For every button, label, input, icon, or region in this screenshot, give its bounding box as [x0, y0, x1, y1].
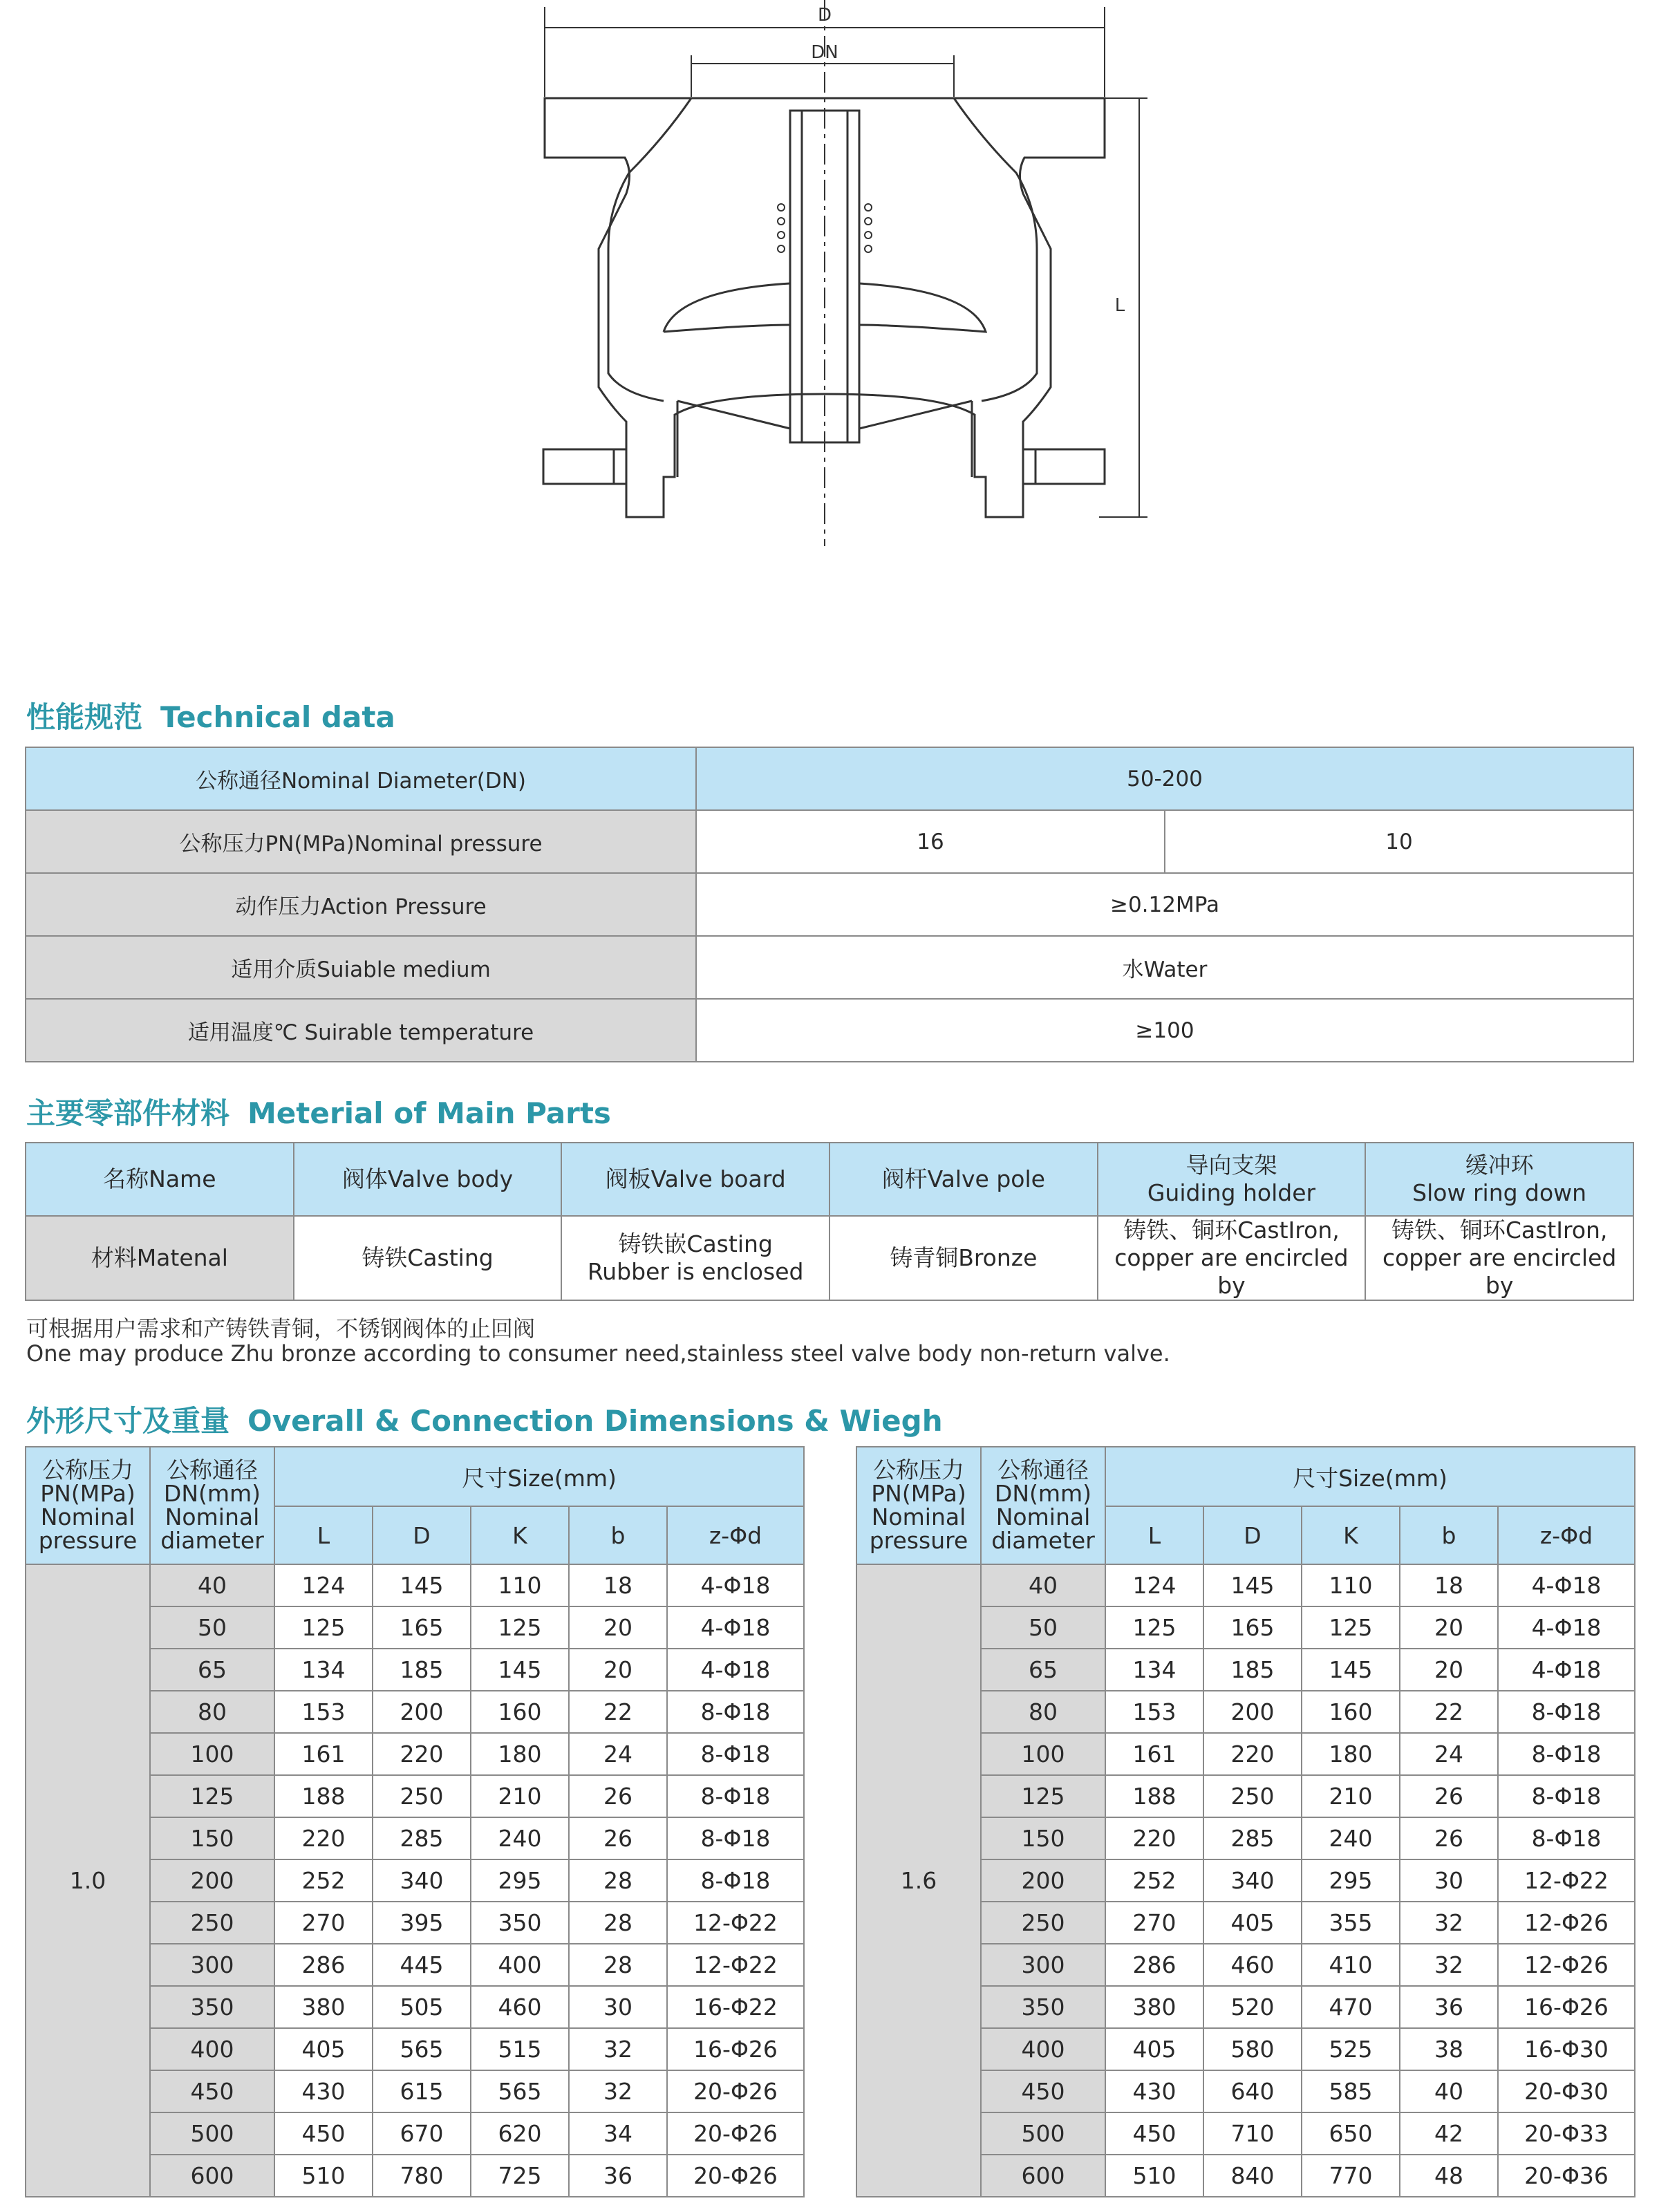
size-cell: 270 [1105, 1902, 1203, 1944]
pn-cell: 1.6 [856, 1564, 981, 2197]
size-cell: 160 [471, 1691, 569, 1733]
size-cell: 240 [1302, 1817, 1400, 1859]
size-cell: 145 [471, 1649, 569, 1691]
tech-value: ≥100 [696, 999, 1633, 1062]
parts-header: 名称Name [26, 1143, 294, 1216]
size-cell: 134 [1105, 1649, 1203, 1691]
size-cell: 285 [373, 1817, 471, 1859]
size-cell: 32 [569, 2028, 667, 2070]
column-header: b [569, 1506, 667, 1564]
parts-header: 导向支架 Guiding holder [1098, 1143, 1366, 1216]
size-cell: 405 [274, 2028, 373, 2070]
tech-label: 适用介质Suiable medium [26, 936, 696, 999]
size-cell: 20-Φ30 [1498, 2070, 1635, 2112]
size-cell: 510 [1105, 2155, 1203, 2197]
parts-cell: 铸铁Casting [294, 1216, 562, 1300]
size-cell: 20 [1400, 1649, 1498, 1691]
size-cell: 210 [471, 1775, 569, 1817]
size-cell: 32 [1400, 1902, 1498, 1944]
size-cell: 8-Φ18 [667, 1859, 804, 1902]
technical-title-en: Technical data [160, 700, 395, 734]
size-cell: 18 [569, 1564, 667, 1606]
size-cell: 4-Φ18 [667, 1564, 804, 1606]
dn-cell: 80 [150, 1691, 274, 1733]
size-cell: 8-Φ18 [667, 1775, 804, 1817]
size-cell: 20-Φ26 [667, 2070, 804, 2112]
table-row [26, 810, 1633, 873]
size-cell: 134 [274, 1649, 373, 1691]
valve-section-drawing [525, 0, 1147, 553]
size-cell: 8-Φ18 [1498, 1691, 1635, 1733]
size-cell: 30 [1400, 1859, 1498, 1902]
size-cell: 515 [471, 2028, 569, 2070]
dn-cell: 40 [150, 1564, 274, 1606]
table-row [26, 747, 1633, 810]
size-cell: 405 [1105, 2028, 1203, 2070]
size-cell: 780 [373, 2155, 471, 2197]
size-cell: 640 [1203, 2070, 1302, 2112]
dn-cell: 250 [150, 1902, 274, 1944]
size-cell: 125 [471, 1606, 569, 1649]
size-cell: 525 [1302, 2028, 1400, 2070]
tech-value: 10 [1165, 810, 1633, 873]
size-cell: 585 [1302, 2070, 1400, 2112]
size-cell: 286 [274, 1944, 373, 1986]
size-cell: 16-Φ30 [1498, 2028, 1635, 2070]
size-cell: 188 [1105, 1775, 1203, 1817]
size-cell: 185 [373, 1649, 471, 1691]
size-cell: 22 [569, 1691, 667, 1733]
dn-cell: 80 [981, 1691, 1105, 1733]
size-cell: 840 [1203, 2155, 1302, 2197]
column-header: z-Φd [667, 1506, 804, 1564]
parts-note-en: One may produce Zhu bronze according to consumer need,stainless steel valve body non-return valve. [26, 1340, 1170, 1367]
size-cell: 42 [1400, 2112, 1498, 2155]
size-cell: 220 [373, 1733, 471, 1775]
table-row [26, 1564, 804, 1606]
size-cell: 16-Φ26 [667, 2028, 804, 2070]
size-cell: 355 [1302, 1902, 1400, 1944]
size-cell: 725 [471, 2155, 569, 2197]
size-cell: 20 [569, 1649, 667, 1691]
size-cell: 40 [1400, 2070, 1498, 2112]
dn-cell: 150 [981, 1817, 1105, 1859]
dn-cell: 400 [981, 2028, 1105, 2070]
column-header: K [1302, 1506, 1400, 1564]
size-cell: 26 [1400, 1817, 1498, 1859]
size-cell: 20-Φ26 [667, 2112, 804, 2155]
size-cell: 153 [274, 1691, 373, 1733]
size-cell: 285 [1203, 1817, 1302, 1859]
size-cell: 340 [1203, 1859, 1302, 1902]
header-size: 尺寸Size(mm) [274, 1447, 804, 1506]
parts-note-cn: 可根据用户需求和产铸铁青铜，不锈钢阀体的止回阀 [26, 1315, 536, 1342]
tech-label: 公称通径Nominal Diameter(DN) [26, 747, 696, 810]
size-cell: 20 [1400, 1606, 1498, 1649]
size-cell: 180 [1302, 1733, 1400, 1775]
size-cell: 770 [1302, 2155, 1400, 2197]
dimensions-title-cn: 外形尺寸及重量 [26, 1404, 230, 1438]
tech-label: 动作压力Action Pressure [26, 873, 696, 936]
column-header: L [1105, 1506, 1203, 1564]
size-cell: 430 [274, 2070, 373, 2112]
parts-title-cn: 主要零部件材料 [26, 1096, 230, 1130]
dim-label-l: L [1114, 295, 1125, 316]
size-cell: 8-Φ18 [667, 1817, 804, 1859]
dimensions-table-pn16 [856, 1446, 1635, 2197]
tech-value: 水Water [696, 936, 1633, 999]
size-cell: 650 [1302, 2112, 1400, 2155]
size-cell: 16-Φ22 [667, 1986, 804, 2028]
size-cell: 145 [1203, 1564, 1302, 1606]
size-cell: 12-Φ22 [1498, 1859, 1635, 1902]
table-row [26, 1216, 1633, 1300]
size-cell: 8-Φ18 [1498, 1817, 1635, 1859]
parts-header: 缓冲环 Slow ring down [1365, 1143, 1633, 1216]
size-cell: 220 [1203, 1733, 1302, 1775]
parts-header: 阀杆Valve pole [830, 1143, 1098, 1216]
dn-cell: 200 [981, 1859, 1105, 1902]
size-cell: 470 [1302, 1986, 1400, 2028]
size-cell: 124 [274, 1564, 373, 1606]
header-pn: 公称压力 PN(MPa) Nominal pressure [26, 1447, 150, 1564]
size-cell: 4-Φ18 [667, 1649, 804, 1691]
size-cell: 252 [1105, 1859, 1203, 1902]
size-cell: 520 [1203, 1986, 1302, 2028]
parts-header: 阀板Valve board [561, 1143, 830, 1216]
technical-data-table [25, 747, 1634, 1062]
size-cell: 710 [1203, 2112, 1302, 2155]
dn-cell: 450 [981, 2070, 1105, 2112]
size-cell: 430 [1105, 2070, 1203, 2112]
size-cell: 28 [569, 1902, 667, 1944]
table-row [26, 999, 1633, 1062]
size-cell: 110 [471, 1564, 569, 1606]
size-cell: 28 [569, 1859, 667, 1902]
size-cell: 565 [471, 2070, 569, 2112]
size-cell: 124 [1105, 1564, 1203, 1606]
size-cell: 12-Φ26 [1498, 1902, 1635, 1944]
dn-cell: 500 [981, 2112, 1105, 2155]
dn-cell: 100 [150, 1733, 274, 1775]
dn-cell: 600 [981, 2155, 1105, 2197]
dn-cell: 400 [150, 2028, 274, 2070]
dn-cell: 50 [150, 1606, 274, 1649]
table-row [26, 1143, 1633, 1216]
column-header: b [1400, 1506, 1498, 1564]
dim-label-d: D [817, 5, 832, 26]
header-dn: 公称通径 DN(mm) Nominal diameter [981, 1447, 1105, 1564]
size-cell: 445 [373, 1944, 471, 1986]
dim-label-dn: DN [811, 42, 838, 63]
size-cell: 28 [569, 1944, 667, 1986]
column-header: D [1203, 1506, 1302, 1564]
parts-cell: 铸铁、铜环CastIron, copper are encircled by [1098, 1216, 1366, 1300]
size-cell: 460 [1203, 1944, 1302, 1986]
table-row [26, 936, 1633, 999]
size-cell: 125 [274, 1606, 373, 1649]
size-cell: 165 [373, 1606, 471, 1649]
tech-label: 公称压力PN(MPa)Nominal pressure [26, 810, 696, 873]
size-cell: 350 [471, 1902, 569, 1944]
tech-value: ≥0.12MPa [696, 873, 1633, 936]
parts-cell: 铸铁嵌Casting Rubber is enclosed [561, 1216, 830, 1300]
size-cell: 12-Φ22 [667, 1944, 804, 1986]
size-cell: 32 [1400, 1944, 1498, 1986]
dn-cell: 500 [150, 2112, 274, 2155]
dn-cell: 250 [981, 1902, 1105, 1944]
parts-table [25, 1142, 1634, 1301]
column-header: D [373, 1506, 471, 1564]
size-cell: 38 [1400, 2028, 1498, 2070]
size-cell: 8-Φ18 [667, 1691, 804, 1733]
size-cell: 250 [373, 1775, 471, 1817]
size-cell: 20-Φ26 [667, 2155, 804, 2197]
size-cell: 615 [373, 2070, 471, 2112]
column-header: K [471, 1506, 569, 1564]
size-cell: 110 [1302, 1564, 1400, 1606]
size-cell: 252 [274, 1859, 373, 1902]
table-row [26, 873, 1633, 936]
dn-cell: 600 [150, 2155, 274, 2197]
technical-data-heading [26, 695, 395, 736]
header-pn: 公称压力 PN(MPa) Nominal pressure [856, 1447, 981, 1564]
tech-value: 50-200 [696, 747, 1633, 810]
size-cell: 220 [1105, 1817, 1203, 1859]
dn-cell: 450 [150, 2070, 274, 2112]
size-cell: 395 [373, 1902, 471, 1944]
dn-cell: 200 [150, 1859, 274, 1902]
size-cell: 12-Φ26 [1498, 1944, 1635, 1986]
size-cell: 165 [1203, 1606, 1302, 1649]
size-cell: 400 [471, 1944, 569, 1986]
size-cell: 32 [569, 2070, 667, 2112]
size-cell: 8-Φ18 [667, 1733, 804, 1775]
size-cell: 24 [569, 1733, 667, 1775]
header-dn: 公称通径 DN(mm) Nominal diameter [150, 1447, 274, 1564]
size-cell: 24 [1400, 1733, 1498, 1775]
size-cell: 125 [1105, 1606, 1203, 1649]
column-header: L [274, 1506, 373, 1564]
size-cell: 405 [1203, 1902, 1302, 1944]
size-cell: 505 [373, 1986, 471, 2028]
dn-cell: 350 [981, 1986, 1105, 2028]
size-cell: 8-Φ18 [1498, 1733, 1635, 1775]
size-cell: 145 [373, 1564, 471, 1606]
size-cell: 286 [1105, 1944, 1203, 1986]
size-cell: 380 [1105, 1986, 1203, 2028]
size-cell: 145 [1302, 1649, 1400, 1691]
size-cell: 160 [1302, 1691, 1400, 1733]
size-cell: 20 [569, 1606, 667, 1649]
size-cell: 161 [1105, 1733, 1203, 1775]
tech-value: 16 [696, 810, 1165, 873]
size-cell: 240 [471, 1817, 569, 1859]
size-cell: 295 [471, 1859, 569, 1902]
parts-cell: 铸青铜Bronze [830, 1216, 1098, 1300]
size-cell: 4-Φ18 [1498, 1606, 1635, 1649]
dn-cell: 65 [150, 1649, 274, 1691]
size-cell: 250 [1203, 1775, 1302, 1817]
size-cell: 20-Φ36 [1498, 2155, 1635, 2197]
dn-cell: 300 [981, 1944, 1105, 1986]
parts-header: 阀体Valve body [294, 1143, 562, 1216]
parts-title-en: Meterial of Main Parts [247, 1096, 611, 1130]
dimensions-heading [26, 1398, 943, 1440]
tech-label: 适用温度℃ Suirable temperature [26, 999, 696, 1062]
size-cell: 18 [1400, 1564, 1498, 1606]
size-cell: 26 [569, 1817, 667, 1859]
size-cell: 410 [1302, 1944, 1400, 1986]
dn-cell: 50 [981, 1606, 1105, 1649]
parts-heading [26, 1091, 611, 1132]
dimensions-table-pn10 [25, 1446, 805, 2197]
column-header: z-Φd [1498, 1506, 1635, 1564]
parts-cell: 材料Matenal [26, 1216, 294, 1300]
size-cell: 270 [274, 1902, 373, 1944]
size-cell: 36 [569, 2155, 667, 2197]
size-cell: 4-Φ18 [1498, 1649, 1635, 1691]
dn-cell: 150 [150, 1817, 274, 1859]
table-row [856, 1564, 1635, 1606]
size-cell: 200 [1203, 1691, 1302, 1733]
size-cell: 36 [1400, 1986, 1498, 2028]
size-cell: 670 [373, 2112, 471, 2155]
dn-cell: 65 [981, 1649, 1105, 1691]
dn-cell: 125 [150, 1775, 274, 1817]
size-cell: 125 [1302, 1606, 1400, 1649]
table-header-row [26, 1447, 804, 1506]
size-cell: 153 [1105, 1691, 1203, 1733]
size-cell: 565 [373, 2028, 471, 2070]
size-cell: 185 [1203, 1649, 1302, 1691]
size-cell: 16-Φ26 [1498, 1986, 1635, 2028]
size-cell: 48 [1400, 2155, 1498, 2197]
dn-cell: 350 [150, 1986, 274, 2028]
size-cell: 26 [1400, 1775, 1498, 1817]
size-cell: 4-Φ18 [1498, 1564, 1635, 1606]
size-cell: 26 [569, 1775, 667, 1817]
size-cell: 188 [274, 1775, 373, 1817]
size-cell: 8-Φ18 [1498, 1775, 1635, 1817]
size-cell: 340 [373, 1859, 471, 1902]
technical-title-cn: 性能规范 [26, 700, 143, 734]
header-size: 尺寸Size(mm) [1105, 1447, 1635, 1506]
size-cell: 450 [1105, 2112, 1203, 2155]
dn-cell: 125 [981, 1775, 1105, 1817]
dn-cell: 300 [150, 1944, 274, 1986]
dn-cell: 40 [981, 1564, 1105, 1606]
size-cell: 22 [1400, 1691, 1498, 1733]
size-cell: 20-Φ33 [1498, 2112, 1635, 2155]
pn-cell: 1.0 [26, 1564, 150, 2197]
size-cell: 220 [274, 1817, 373, 1859]
dn-cell: 100 [981, 1733, 1105, 1775]
size-cell: 180 [471, 1733, 569, 1775]
size-cell: 200 [373, 1691, 471, 1733]
size-cell: 30 [569, 1986, 667, 2028]
size-cell: 295 [1302, 1859, 1400, 1902]
size-cell: 12-Φ22 [667, 1902, 804, 1944]
size-cell: 450 [274, 2112, 373, 2155]
size-cell: 620 [471, 2112, 569, 2155]
size-cell: 510 [274, 2155, 373, 2197]
size-cell: 161 [274, 1733, 373, 1775]
size-cell: 460 [471, 1986, 569, 2028]
parts-cell: 铸铁、铜环CastIron, copper are encircled by [1365, 1216, 1633, 1300]
size-cell: 380 [274, 1986, 373, 2028]
size-cell: 34 [569, 2112, 667, 2155]
size-cell: 210 [1302, 1775, 1400, 1817]
size-cell: 4-Φ18 [667, 1606, 804, 1649]
table-header-row [856, 1447, 1635, 1506]
size-cell: 580 [1203, 2028, 1302, 2070]
dimensions-title-en: Overall & Connection Dimensions & Wiegh [247, 1404, 943, 1438]
